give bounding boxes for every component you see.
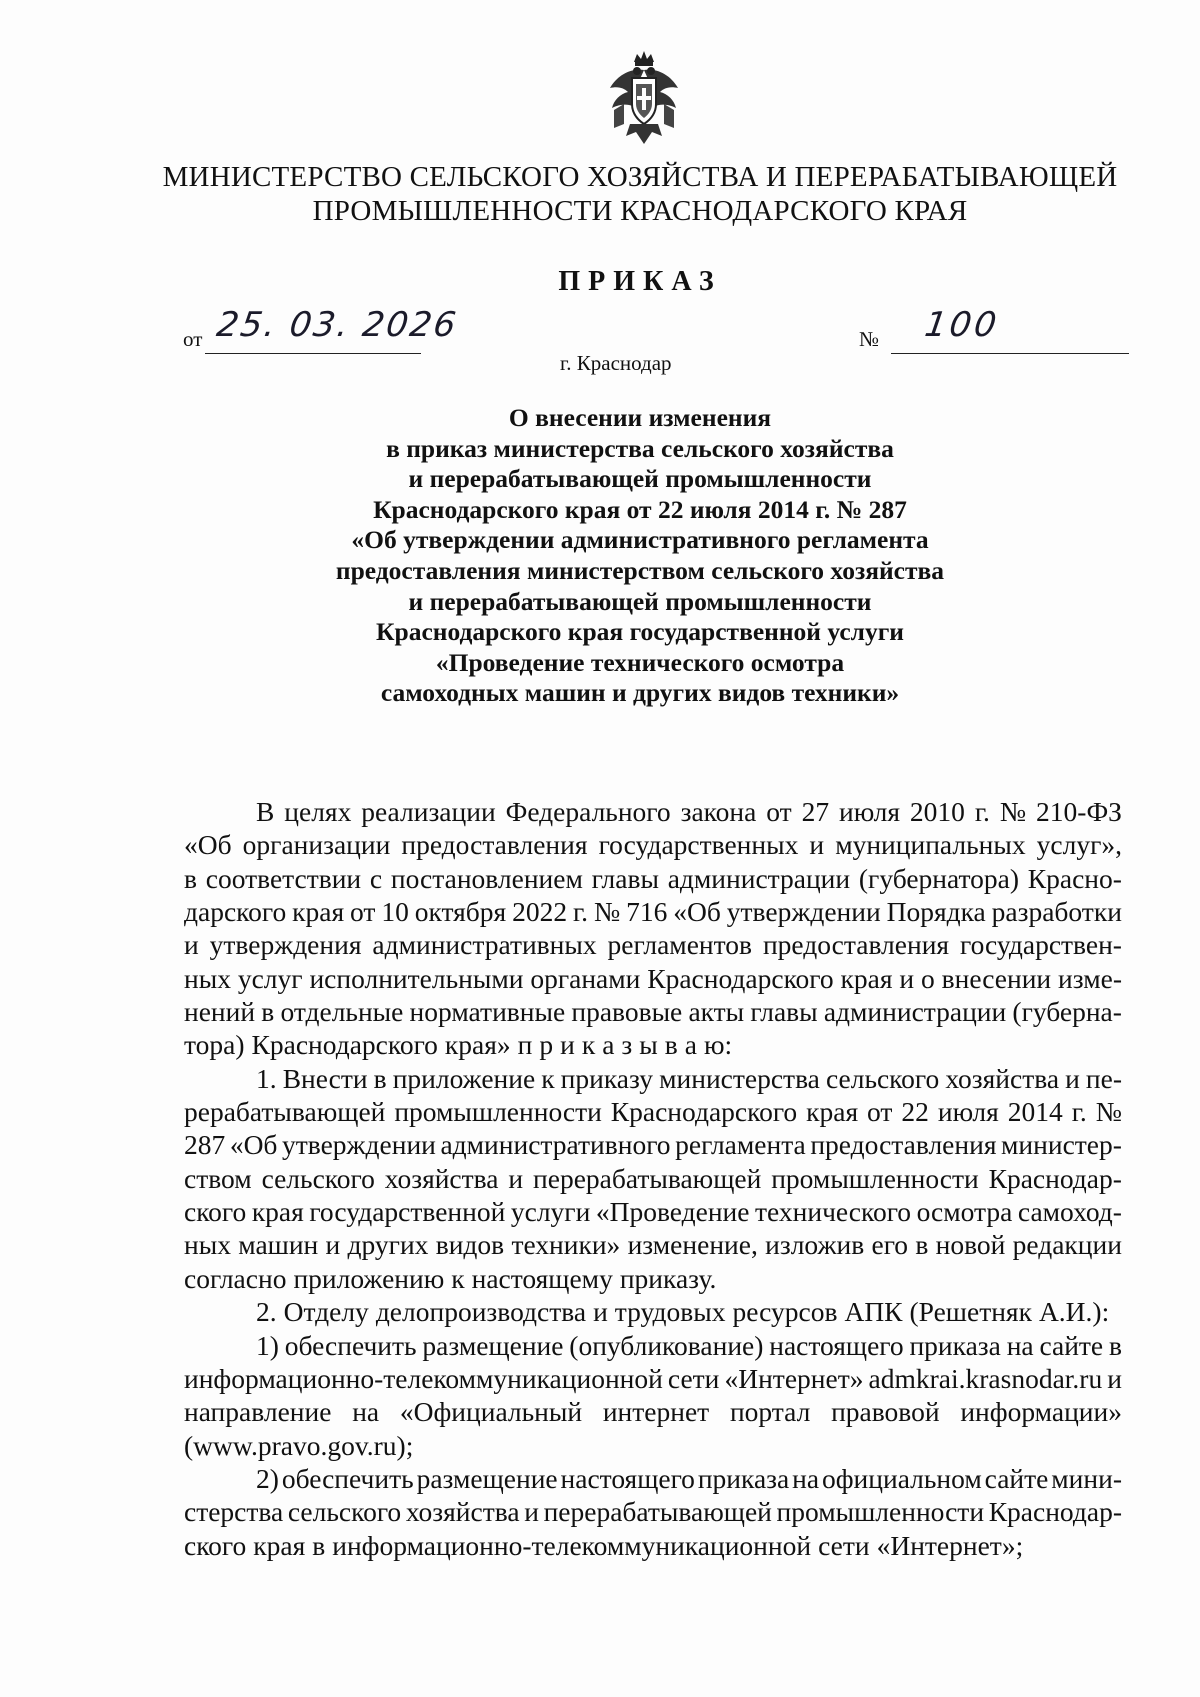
body-line: 2. Отделу делопроизводства и трудовых ресурсов АПК (Решетняк А.И.): <box>256 1296 1110 1328</box>
body-line: дарского края от 10 октября 2022 г. № 716 «Об утверждении Порядка разработки <box>184 896 1122 928</box>
body-line: ных услуг исполнительными органами Краснодарского края и о внесении изме- <box>184 962 1122 994</box>
body-line: 287 «Об утверждении административного регламента предоставления министер- <box>184 1129 1122 1161</box>
ministry-name <box>120 160 1160 228</box>
body-line: согласно приложению к настоящему приказу. <box>184 1262 717 1294</box>
order-subject <box>180 403 1100 709</box>
body-line: 1) обеспечить размещение (опубликование) настоящего приказа на сайте в <box>256 1329 1122 1361</box>
handwritten-number: 100 <box>922 305 1002 345</box>
city-label: г. Краснодар <box>560 351 672 375</box>
body-line: ных машин и других видов техники» изменение, изложив его в новой редакции <box>184 1229 1122 1261</box>
body-line: «Об организации предоставления государственных и муниципальных услуг», <box>184 829 1122 861</box>
body-line: ского края в информационно-телекоммуникационной сети «Интернет»; <box>184 1529 1024 1561</box>
subject-line: в приказ министерства сельского хозяйства <box>386 433 894 463</box>
body-line: 1. Внести в приложение к приказу министерства сельского хозяйства и пе- <box>256 1062 1122 1094</box>
body-line: рерабатывающей промышленности Краснодарского края от 22 июля 2014 г. № <box>184 1096 1122 1128</box>
subject-line: О внесении изменения <box>508 403 772 432</box>
body-line: тора) Краснодарского края» п р и к а з ы в а ю: <box>184 1029 733 1061</box>
body-line: ского края государственной услуги «Проведение технического осмотра самоход- <box>184 1196 1122 1228</box>
body-line: нений в отдельные нормативные правовые акты главы администрации (губерна- <box>184 996 1122 1028</box>
order-meta-row <box>183 305 1123 355</box>
ministry-name-line: ПРОМЫШЛЕННОСТИ КРАСНОДАРСКОГО КРАЯ <box>312 195 968 227</box>
subject-line: и перерабатывающей промышленности <box>408 464 872 494</box>
body-line: (www.pravo.gov.ru); <box>184 1429 414 1461</box>
subject-line: «Проведение технического осмотра <box>435 647 845 677</box>
order-body <box>184 795 1122 1562</box>
subject-line: самоходных машин и других видов техники» <box>380 678 900 708</box>
date-prefix: от <box>183 327 203 351</box>
subject-line: Краснодарского края государственной услуги <box>376 617 904 647</box>
body-line: стерства сельского хозяйства и перерабатывающей промышленности Краснодар- <box>184 1496 1122 1528</box>
coat-of-arms-icon <box>604 48 684 148</box>
order-title: ПРИКАЗ <box>558 266 722 297</box>
subject-line: «Об утверждении административного регламента <box>351 525 929 555</box>
subject-line: и перерабатывающей промышленности <box>408 586 872 616</box>
body-line: В целях реализации Федерального закона от 27 июля 2010 г. № 210-ФЗ <box>256 796 1122 827</box>
date-underline <box>205 353 421 354</box>
subject-line: Краснодарского края от 22 июля 2014 г. № 287 <box>373 494 907 524</box>
subject-line: предоставления министерством сельского хозяйства <box>335 555 945 585</box>
body-line: и утверждения административных регламентов предоставления государствен- <box>184 929 1122 961</box>
handwritten-date: 25. 03. 2026 <box>214 305 461 345</box>
body-line: ством сельского хозяйства и перерабатывающей промышленности Краснодар- <box>184 1162 1122 1194</box>
number-underline <box>891 353 1129 354</box>
number-prefix: № <box>859 327 880 351</box>
body-line: 2) обеспечить размещение настоящего приказа на официальном сайте мини- <box>256 1462 1122 1494</box>
body-line: направление на «Официальный интернет портал правовой информации» <box>184 1396 1122 1428</box>
ministry-name-line: МИНИСТЕРСТВО СЕЛЬСКОГО ХОЗЯЙСТВА И ПЕРЕРАБАТЫВАЮЩЕЙ <box>162 161 1118 193</box>
body-line: в соответствии с постановлением главы администрации (губернатора) Красно- <box>184 862 1122 894</box>
body-line: информационно-телекоммуникационной сети «Интернет» admkrai.krasnodar.ru и <box>184 1362 1122 1394</box>
